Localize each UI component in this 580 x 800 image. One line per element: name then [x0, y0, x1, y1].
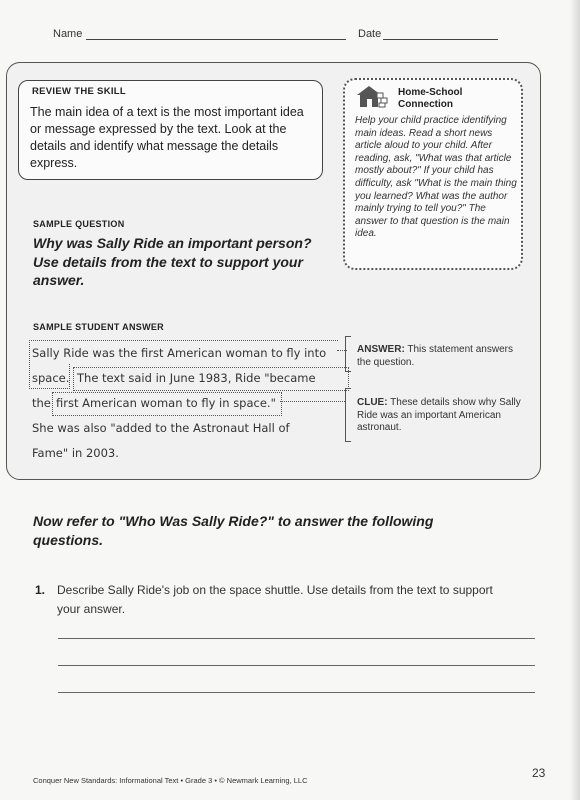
- clue-bracket: [345, 388, 351, 442]
- page-edge-shadow: [570, 0, 580, 800]
- clue-connector: [280, 401, 345, 402]
- answer-note-text: This statement answers the question.: [357, 344, 513, 368]
- sample-question-text: Why was Sally Ride an important person? Use details from the text to support your answer.: [33, 235, 312, 288]
- review-title: REVIEW THE SKILL: [32, 86, 126, 97]
- answer-line-field-1[interactable]: [58, 638, 535, 639]
- date-label: Date: [358, 28, 382, 40]
- house-icon: [355, 84, 391, 108]
- clue-note-label: CLUE:: [357, 397, 388, 408]
- answer-line-4: She was also "added to the Astronaut Hall of: [32, 421, 290, 435]
- answer-line-field-2[interactable]: [58, 665, 535, 666]
- answer-note-label: ANSWER:: [357, 344, 405, 355]
- answer-line-1: Sally Ride was the first American woman to fly into: [32, 346, 327, 360]
- refer-instruction: Now refer to "Who Was Sally Ride?" to answer the following questions.: [33, 513, 434, 548]
- clue-note: [357, 397, 522, 435]
- home-school-title-line2: Connection: [398, 99, 453, 110]
- review-text: The main idea of a text is the most important idea or message expressed by the text. Look at the details and identify what message the details express.: [30, 105, 304, 170]
- name-label: Name: [53, 28, 83, 40]
- home-school-text: Help your child practice identifying main ideas. Read a short news article aloud to your child. After reading, ask, "What was that article mostly about?" If your child has difficulty, ask "What is the main thing you learned? What was the author mainly trying to tell you?" The answer to that question is the main idea.: [355, 115, 517, 240]
- name-field[interactable]: [86, 39, 346, 40]
- answer-line-3b: first American woman to fly in space.": [56, 396, 276, 410]
- home-school-title-line1: Home-School: [398, 87, 463, 98]
- page-number: 23: [532, 766, 546, 780]
- answer-line-2a: space.: [32, 371, 70, 385]
- clue-note-text: These details show why Sally Ride was an important American astronaut.: [357, 397, 521, 433]
- answer-line-2b: The text said in June 1983, Ride "became: [77, 371, 316, 385]
- footer-credit: Conquer New Standards: Informational Text • Grade 3 • © Newmark Learning, LLC: [33, 776, 308, 785]
- date-field[interactable]: [383, 39, 498, 40]
- answer-line-3a: the: [32, 396, 51, 410]
- question-1-text: Describe Sally Ride's job on the space shuttle. Use details from the text to support your answer.: [57, 583, 493, 616]
- question-1-number: 1.: [35, 583, 46, 597]
- answer-bracket: [345, 336, 351, 372]
- answer-line-field-3[interactable]: [58, 692, 535, 693]
- answer-line-5: Fame" in 2003.: [32, 446, 119, 460]
- sample-question-label: SAMPLE QUESTION: [33, 219, 125, 229]
- answer-note: [357, 344, 517, 369]
- home-school-title: [398, 87, 508, 111]
- sample-answer-label: SAMPLE STUDENT ANSWER: [33, 322, 164, 332]
